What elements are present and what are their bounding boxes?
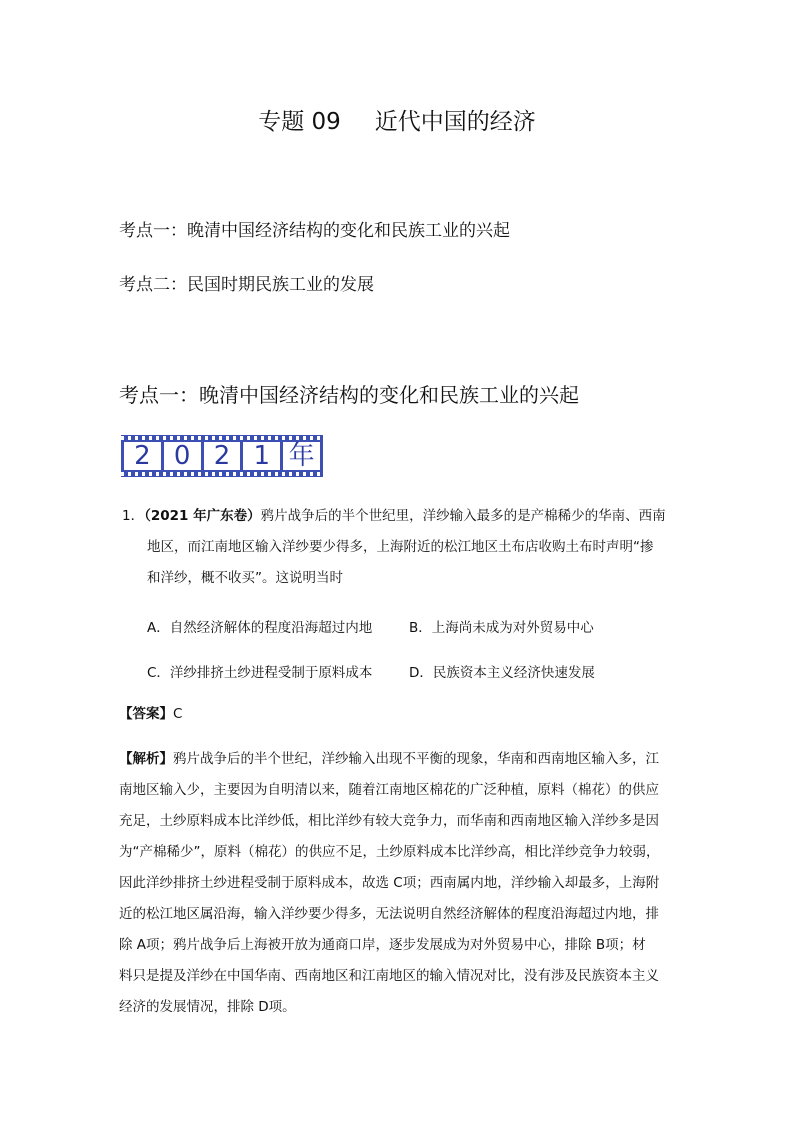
title-topic-number: 专题 09: [258, 109, 341, 135]
toc-item-2: 考点二：民国时期民族工业的发展: [119, 275, 374, 295]
year-digit: 2: [124, 442, 161, 470]
title-topic-name: 近代中国的经济: [374, 109, 536, 135]
section-heading: 考点一：晚清中国经济结构的变化和民族工业的兴起: [119, 383, 579, 407]
option-d: D．民族资本主义经济快速发展: [409, 665, 595, 681]
analysis-line-2: 南地区输入少，主要因为自明清以来，随着江南地区棉花的广泛种植，原料（棉花）的供应: [119, 782, 659, 798]
question-line-3: 和洋纱，概不收买”。这说明当时: [147, 570, 343, 586]
year-banner: [121, 435, 323, 477]
year-digit: 2: [204, 442, 241, 470]
option-b: B．上海尚未成为对外贸易中心: [409, 620, 594, 636]
year-suffix: 年: [283, 442, 320, 470]
year-digit: 1: [243, 442, 280, 470]
analysis-line-4: 为“产棉稀少”，原料（棉花）的供应不足，土纱原料成本比洋纱高，相比洋纱竞争力较弱，: [119, 844, 660, 860]
analysis-line-7: 除 A项；鸦片战争后上海被开放为通商口岸，逐步发展成为对外贸易中心，排除 B项；材: [119, 937, 646, 953]
question-line-1: [122, 502, 666, 531]
analysis-line-6: 近的松江地区属沿海，输入洋纱要少得多，无法说明自然经济解体的程度沿海超过内地，排: [119, 906, 659, 922]
answer: [119, 700, 182, 729]
question-text: 鸦片战争后的半个世纪里，洋纱输入最多的是产棉稀少的华南、西南: [260, 508, 666, 524]
analysis-label: 【解析】: [119, 751, 173, 767]
question-number: 1．: [122, 508, 145, 524]
question-source: （2021 年广东卷）: [144, 508, 261, 524]
question-line-2: 地区，而江南地区输入洋纱要少得多，上海附近的松江地区土布店收购土布时声明“掺: [147, 539, 654, 555]
toc-item-1: 考点一：晚清中国经济结构的变化和民族工业的兴起: [119, 221, 510, 241]
year-digit: 0: [164, 442, 201, 470]
option-c: C．洋纱排挤土纱进程受制于原料成本: [147, 665, 373, 681]
analysis-line-5: 因此洋纱排挤土纱进程受制于原料成本，故选 C项；西南属内地，洋纱输入却最多，上海附: [119, 875, 660, 891]
analysis-line-9: 经济的发展情况，排除 D项。: [119, 999, 296, 1015]
answer-label: 【答案】: [119, 706, 173, 722]
option-a: A．自然经济解体的程度沿海超过内地: [147, 620, 373, 636]
answer-value: C: [173, 706, 183, 722]
analysis-line-1: [119, 745, 659, 774]
analysis-line-3: 充足，土纱原料成本比洋纱低，相比洋纱有较大竞争力，而华南和西南地区输入洋纱多是因: [119, 813, 659, 829]
page-title: [0, 103, 794, 136]
analysis-line-8: 料只是提及洋纱在中国华南、西南地区和江南地区的输入情况对比，没有涉及民族资本主义: [119, 968, 659, 984]
analysis-text: 鸦片战争后的半个世纪，洋纱输入出现不平衡的现象，华南和西南地区输入多，江: [173, 751, 659, 767]
